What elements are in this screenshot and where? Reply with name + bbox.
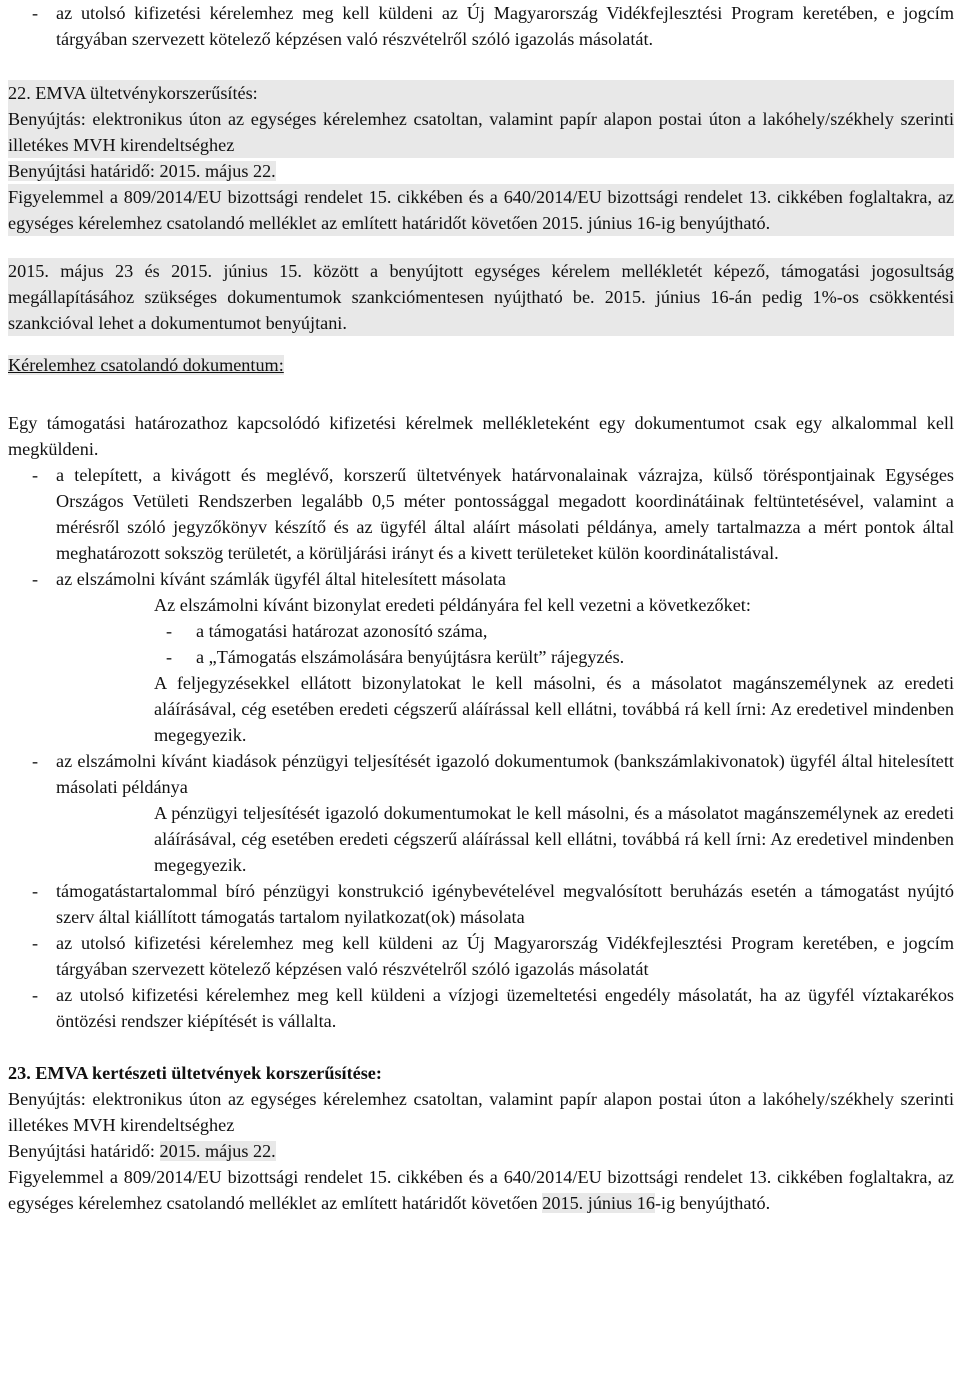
documents-intro: Egy támogatási határozathoz kapcsolódó kifizetési kérelmek mellékleteként egy dokumentumot csak egy alkalommal kell megküldeni.	[8, 413, 954, 459]
list-item: - az utolsó kifizetési kérelemhez meg kell küldeni az Új Magyarország Vidékfejlesztési Program keretében, e jogcím tárgyában szervezett kötelező képzésen való részvételről szóló igazolás másolatát.	[8, 0, 954, 52]
section-22-sanction: 2015. május 23 és 2015. június 15. között a benyújtott egységes kérelem mellékletét képező, támogatási jogosultság megállapításához szükséges dokumentumok szankciómentesen nyújtható be. 2015. június 16-án pedig 1%-os csökkentési szankcióval lehet a dokumentumot benyújtani.	[8, 258, 954, 336]
section-22-attention	[8, 184, 954, 236]
section-23-deadline	[8, 1138, 954, 1164]
deadline-label: Benyújtási határidő:	[8, 161, 160, 181]
list-item: - az utolsó kifizetési kérelemhez meg kell küldeni az Új Magyarország Vidékfejlesztési Program keretében, e jogcím tárgyában szervezett kötelező képzésen való részvételről szóló igazolás másolatát	[8, 930, 954, 982]
list-sub-text: A pénzügyi teljesítését igazoló dokumentumokat le kell másolni, és a másolatot magánszemélynek az eredeti aláírásával, cég esetében eredeti cégszerű aláírással kell ellátni, továbbá rá kell írni: Az eredetivel mindenben megegyezik.	[154, 803, 954, 875]
section-22-deadline	[8, 158, 954, 184]
list-item: - az elszámolni kívánt kiadások pénzügyi teljesítését igazoló dokumentumok (bankszámlakivonatok) ügyfél által hitelesített másolati példánya	[8, 748, 954, 800]
attention-date: 2015. június 16	[542, 213, 655, 233]
attention-date: 2015. június 16	[542, 1193, 655, 1213]
documents-heading: Kérelemhez csatolandó dokumentum:	[8, 355, 284, 375]
list-sub-text: Az elszámolni kívánt bizonylat eredeti példányára fel kell vezetni a következőket:	[154, 595, 751, 615]
attention-suffix: -ig benyújtható.	[654, 213, 771, 233]
deadline-label: Benyújtási határidő:	[8, 1141, 160, 1161]
list-sub-item: - a „Támogatás elszámolására benyújtásra került” rájegyzés.	[8, 644, 954, 670]
deadline-date: 2015. május 22.	[159, 1141, 276, 1161]
list-item: - az utolsó kifizetési kérelemhez meg kell küldeni a vízjogi üzemeltetési engedély másolatát, ha az ügyfél víztakarékos öntözési rendszer kiépítését is vállalta.	[8, 982, 954, 1034]
list-item: - az elszámolni kívánt számlák ügyfél által hitelesített másolata	[8, 566, 954, 592]
attention-text: Figyelemmel a 809/2014/EU bizottsági rendelet 15. cikkében és a 640/2014/EU bizottsági rendelet 13. cikkében foglaltakra, az egységes kérelemhez csatolandó melléklet az említett határidőt követően	[8, 187, 954, 233]
section-22-submission: Benyújtás: elektronikus úton az egységes kérelemhez csatoltan, valamint papír alapon postai úton a lakóhely/székhely szerinti illetékes MVH kirendeltséghez	[8, 106, 954, 158]
attention-suffix: -ig benyújtható.	[654, 1193, 771, 1213]
section-23-submission: Benyújtás: elektronikus úton az egységes kérelemhez csatoltan, valamint papír alapon postai úton a lakóhely/székhely szerinti illetékes MVH kirendeltséghez	[8, 1089, 954, 1135]
deadline-date: 2015. május 22.	[159, 161, 276, 181]
section-23-attention	[8, 1164, 954, 1216]
section-22-heading: 22. EMVA ültetvénykorszerűsítés:	[8, 80, 954, 106]
list-item: - támogatástartalommal bíró pénzügyi konstrukció igénybevételével megvalósított beruházás esetén a támogatást nyújtó szerv által kiállított támogatás tartalom nyilatkozat(ok) másolata	[8, 878, 954, 930]
attention-text: Figyelemmel a 809/2014/EU bizottsági rendelet 15. cikkében és a 640/2014/EU bizottsági rendelet 13. cikkében foglaltakra, az egységes kérelemhez csatolandó melléklet az említett határidőt követően	[8, 1167, 954, 1213]
list-item: - a telepített, a kivágott és meglévő, korszerű ültetvények határvonalainak vázrajza, külső töréspontjainak Egységes Országos Vetületi Rendszerben legalább 0,5 méter pontossággal megadott koordinátáinak feltüntetésével, valamint a mérésről szóló jegyzőkönyv készítő és az ügyfél által aláírt másolati példánya, amely tartalmazza a mért pontok által meghatározott sokszög területét, a körüljárási irányt és a kivett területeket külön koordinátalistával.	[8, 462, 954, 566]
list-sub-text: A feljegyzésekkel ellátott bizonylatokat le kell másolni, és a másolatot magánszemélynek az eredeti aláírásával, cég esetében eredeti cégszerű aláírással kell ellátni, továbbá rá kell írni: Az eredetivel mindenben megegyezik.	[154, 673, 954, 745]
section-23-heading: 23. EMVA kertészeti ültetvények korszerűsítése:	[8, 1063, 382, 1083]
list-sub-item: - a támogatási határozat azonosító száma,	[8, 618, 954, 644]
